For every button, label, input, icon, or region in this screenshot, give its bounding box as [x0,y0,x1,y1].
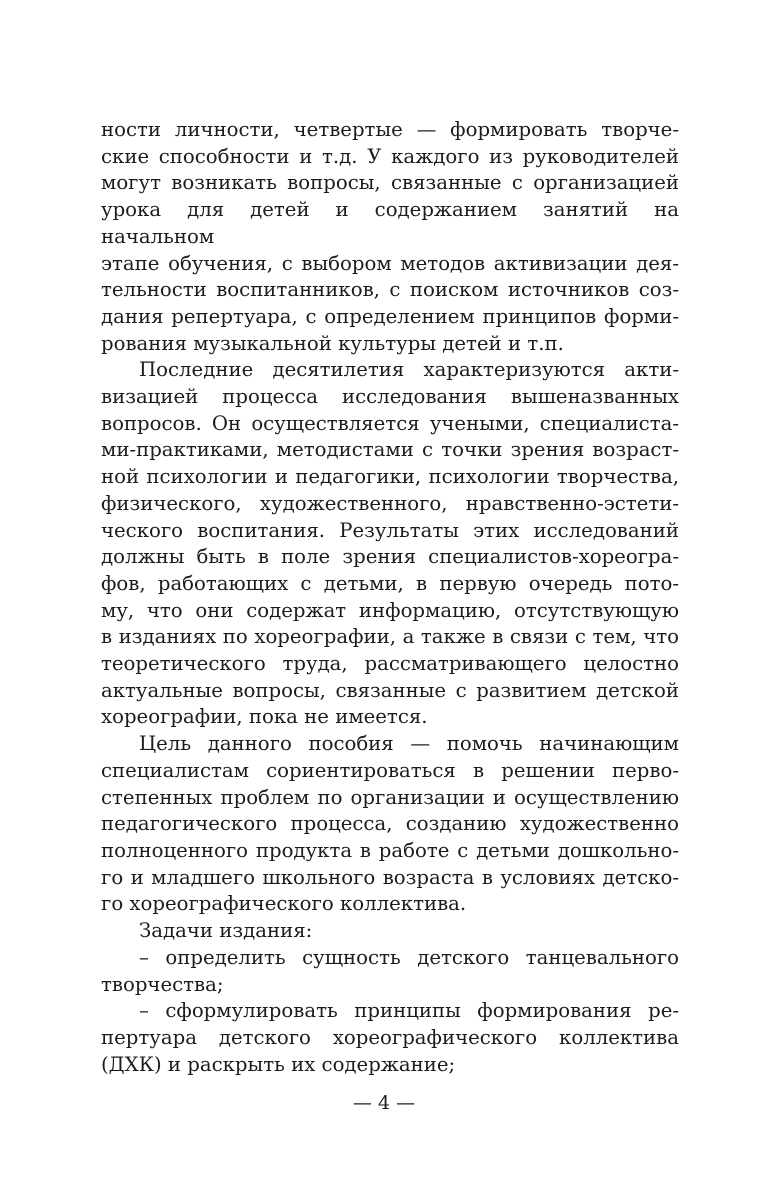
text-line: в изданиях по хореографии, а также в связи с тем, что [101,625,679,649]
text-line: степенных проблем по организации и осуществлению [101,785,679,809]
text-line: ми-практиками, методистами с точки зрения возраст- [101,438,679,462]
text-line: Задачи издания: [139,919,313,943]
page-number: — 4 — [352,1092,416,1114]
page-body [101,117,679,1078]
text-line: визацией процесса исследования вышеназванных [101,385,679,409]
text-line: ности личности, четвертые — формировать творче- [101,118,679,141]
text-line: урока для детей и содержанием занятий на начальном [101,198,679,248]
text-line: фов, работающих с детьми, в первую очередь пото- [101,571,679,595]
text-line: му, что они содержат информацию, отсутствующую [101,598,679,622]
text-line: этапе обучения, с выбором методов активизации дея- [101,251,679,275]
text-line: физического, художественного, нравственно-эстети- [101,491,679,515]
text-line: теоретического труда, рассматривающего целостно [101,652,679,676]
text-line: дания репертуара, с определением принципов форми- [101,304,679,328]
text-line: хореографии, пока не имеется. [101,705,428,729]
text-line: – сформулировать принципы формирования ре- [139,999,679,1023]
text-line: могут возникать вопросы, связанные с организацией [101,171,679,195]
text-line: ские способности и т.д. У каждого из руководителей [101,144,679,168]
text-line: тельности воспитанников, с поиском источников соз- [101,278,679,302]
text-line: Последние десятилетия характеризуются акти- [139,358,679,382]
text-line: полноценного продукта в работе с детьми дошкольно- [101,838,679,862]
text-line: должны быть в поле зрения специалистов-хореогра- [101,545,679,569]
text-line: актуальные вопросы, связанные с развитием детской [101,678,679,702]
text-line: ной психологии и педагогики, психологии творчества, [101,465,679,489]
text-line: ческого воспитания. Результаты этих исследований [101,518,679,542]
text-line: Цель данного пособия — помочь начинающим [139,732,679,756]
text-line: творчества; [101,972,224,996]
text-line: – определить сущность детского танцевального [139,945,679,969]
text-line: го и младшего школьного возраста в условиях детско- [101,865,679,889]
text-line: рования музыкальной культуры детей и т.п. [101,331,564,355]
text-line: (ДХК) и раскрыть их содержание; [101,1052,456,1076]
text-line: вопросов. Он осуществляется учеными, специалиста- [101,411,679,435]
text-line: пертуара детского хореографического коллектива [101,1025,679,1049]
text-line: го хореографического коллектива. [101,892,467,916]
text-line: специалистам сориентироваться в решении перво- [101,758,679,782]
text-line: педагогического процесса, созданию художественно [101,812,679,836]
